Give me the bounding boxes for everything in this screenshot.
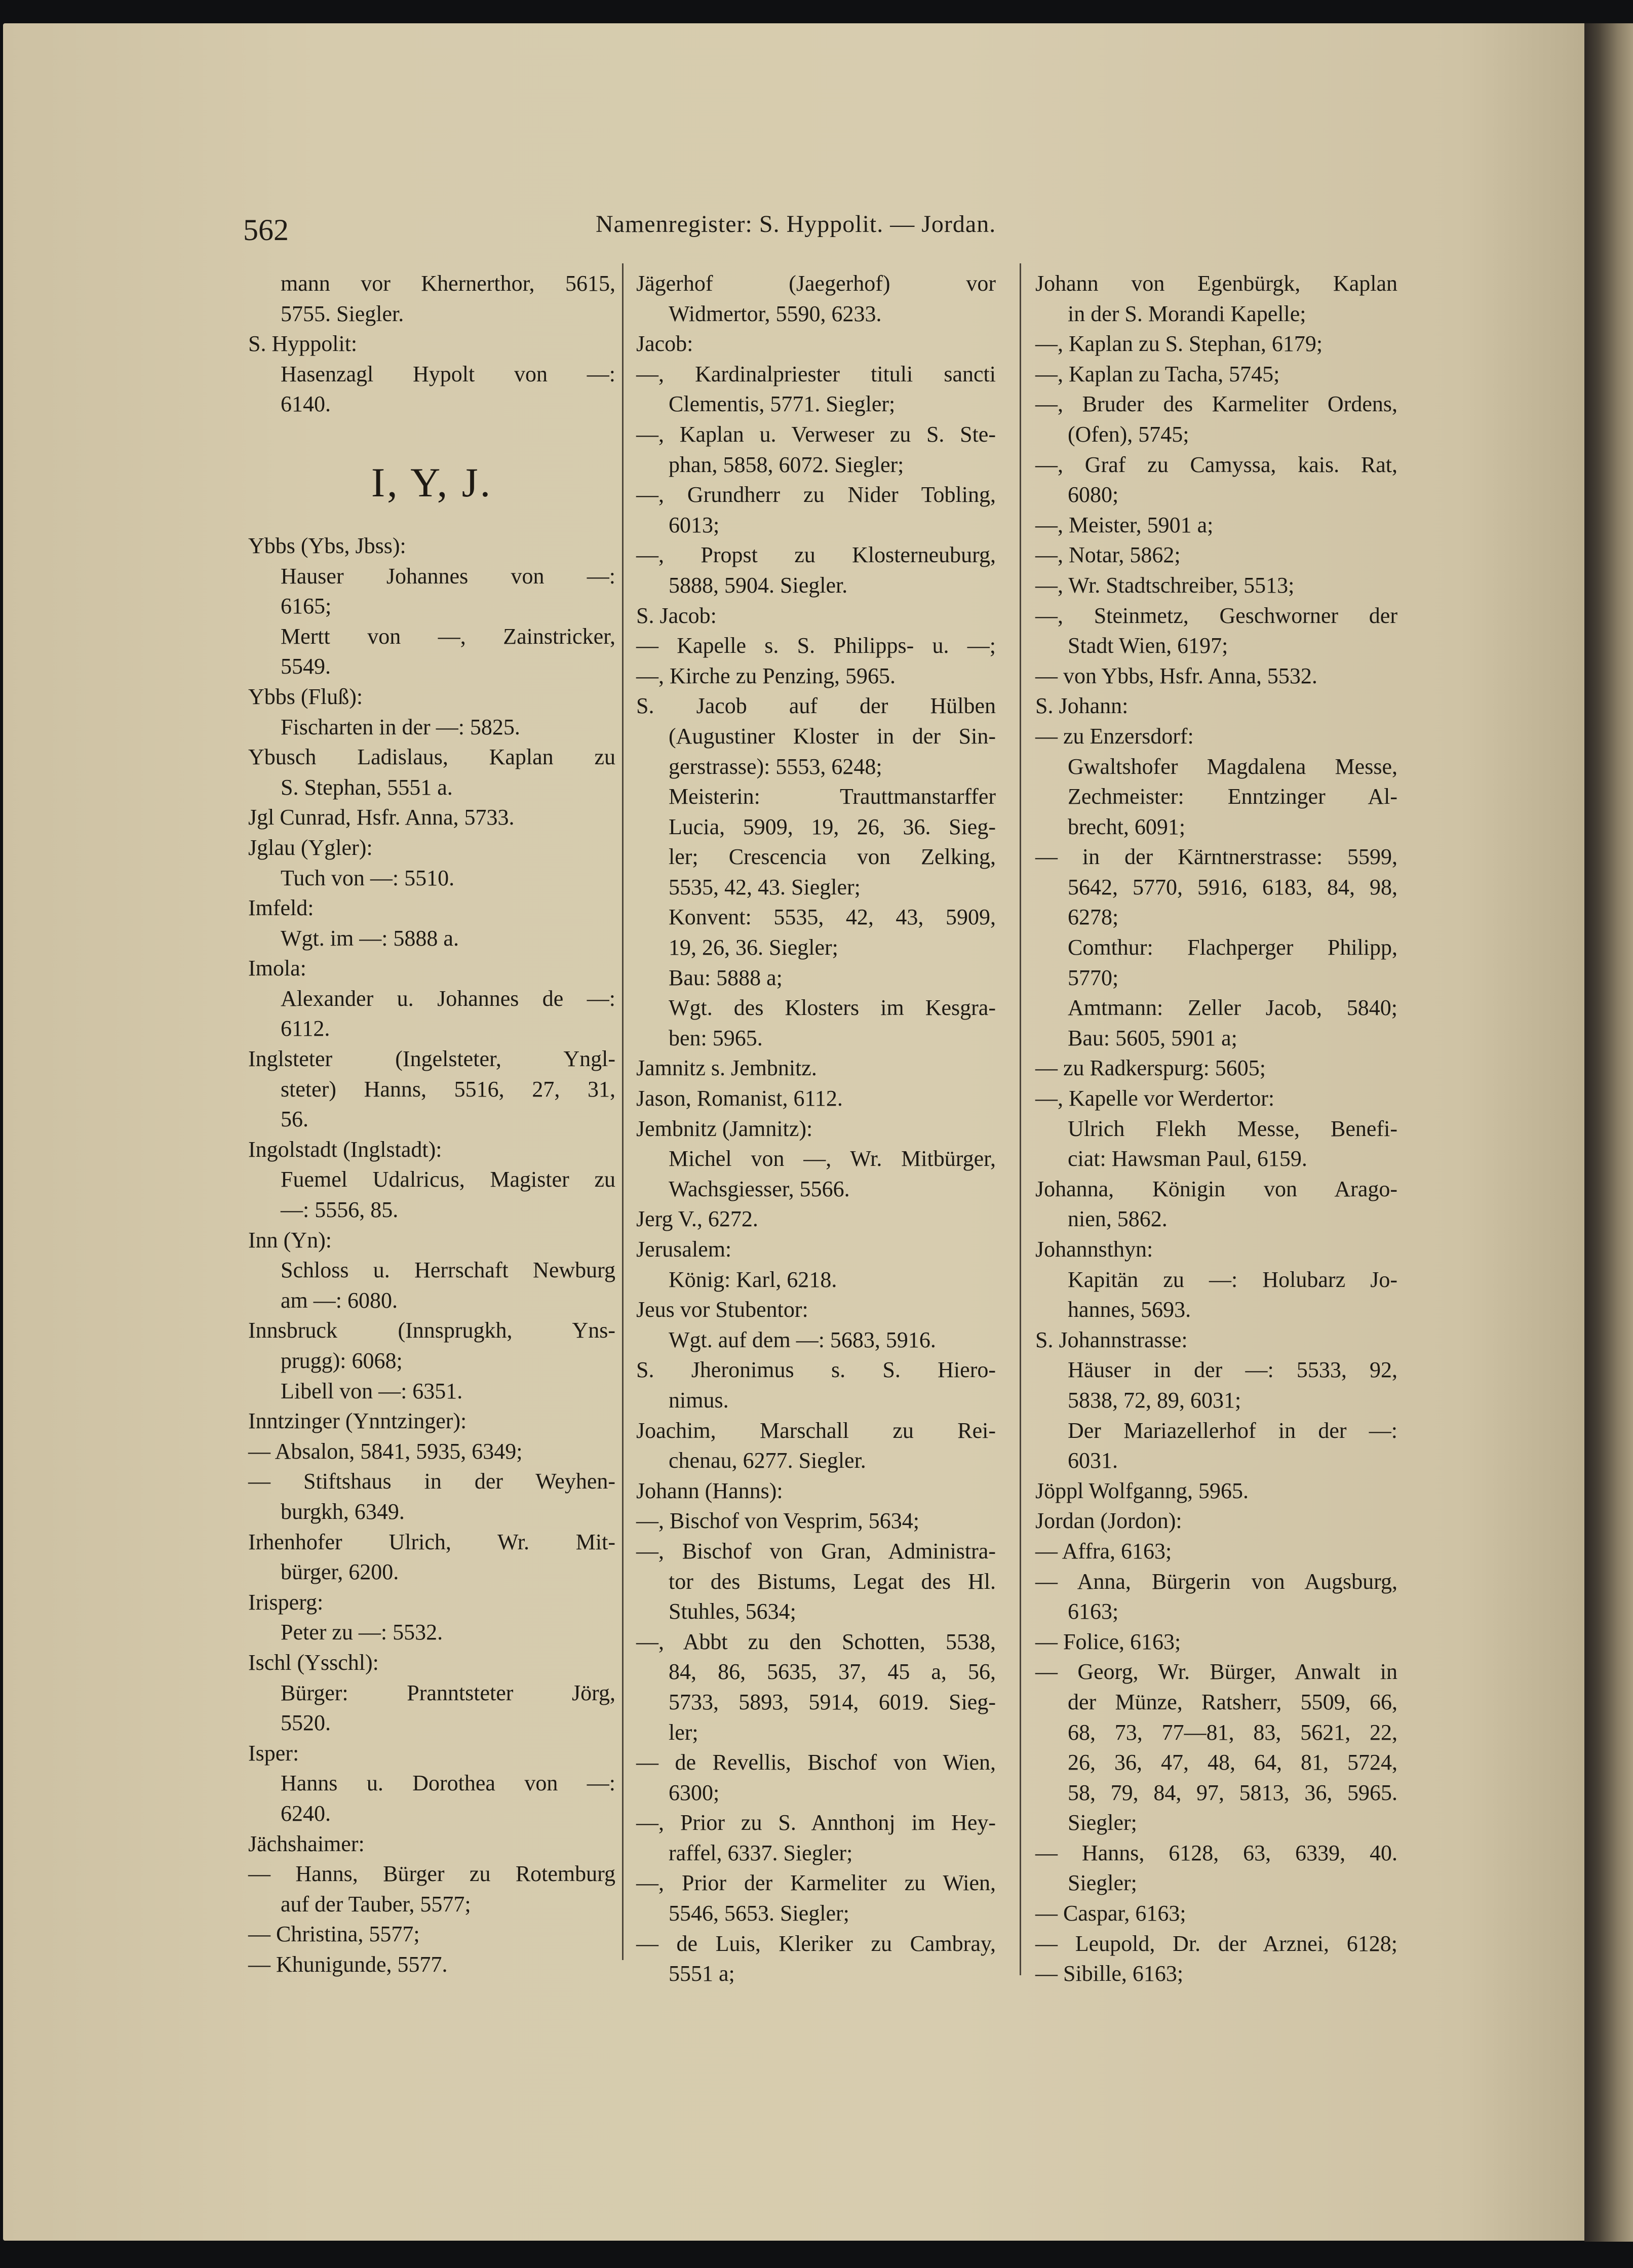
index-line: 5535, 42, 43. Siegler; bbox=[669, 874, 861, 900]
index-line: am —: 6080. bbox=[281, 1287, 398, 1313]
index-line: S. Jacob auf der Hülben bbox=[636, 693, 996, 719]
index-line: Alexander u. Johannes de —: bbox=[281, 986, 615, 1011]
index-line: 5546, 5653. Siegler; bbox=[669, 1901, 849, 1926]
index-line: Mertt von —, Zainstricker, bbox=[281, 623, 615, 649]
index-line: Jamnitz s. Jembnitz. bbox=[636, 1055, 817, 1081]
index-line: Jerg V., 6272. bbox=[636, 1206, 758, 1232]
section-heading: I, Y, J. bbox=[371, 459, 493, 505]
index-line: Lucia, 5909, 19, 26, 36. Sieg- bbox=[669, 814, 996, 839]
index-line: 84, 86, 5635, 37, 45 a, 56, bbox=[669, 1659, 996, 1685]
index-line: der Münze, Ratsherr, 5509, 66, bbox=[1068, 1689, 1397, 1714]
index-line: Wachsgiesser, 5566. bbox=[669, 1176, 850, 1201]
index-line: —, Kaplan u. Verweser zu S. Ste- bbox=[636, 421, 996, 447]
index-line: Hanns u. Dorothea von —: bbox=[281, 1771, 615, 1796]
index-line: Jglau (Ygler): bbox=[248, 835, 373, 860]
running-head: Namenregister: S. Hyppolit. — Jordan. bbox=[596, 211, 996, 238]
index-line: 5520. bbox=[281, 1710, 331, 1736]
index-line: —, Notar, 5862; bbox=[1035, 542, 1181, 568]
index-line: nimus. bbox=[669, 1387, 729, 1413]
index-line: raffel, 6337. Siegler; bbox=[669, 1840, 853, 1865]
index-line: —, Kapelle vor Werdertor: bbox=[1035, 1086, 1275, 1111]
index-line: — Leupold, Dr. der Arznei, 6128; bbox=[1035, 1931, 1397, 1956]
index-line: Ybbs (Ybs, Jbss): bbox=[248, 533, 406, 558]
index-line: burgkh, 6349. bbox=[281, 1499, 405, 1524]
index-line: Jacob: bbox=[636, 331, 693, 357]
index-line: — zu Enzersdorf: bbox=[1035, 723, 1194, 749]
index-line: Fuemel Udalricus, Magister zu bbox=[281, 1167, 615, 1192]
index-line: Bau: 5605, 5901 a; bbox=[1068, 1025, 1237, 1050]
index-line: Kapitän zu —: Holubarz Jo- bbox=[1068, 1267, 1397, 1292]
index-line: 5838, 72, 89, 6031; bbox=[1068, 1387, 1241, 1413]
index-line: Widmertor, 5590, 6233. bbox=[669, 301, 882, 326]
column-1-top-entries bbox=[248, 268, 615, 419]
index-line: Schloss u. Herrschaft Newburg bbox=[281, 1258, 615, 1283]
index-line: bürger, 6200. bbox=[281, 1559, 399, 1585]
index-line: 5755. Siegler. bbox=[281, 301, 404, 326]
column-rule-right bbox=[1020, 263, 1021, 1975]
index-line: —, Kaplan zu Tacha, 5745; bbox=[1035, 361, 1280, 386]
index-line: Hauser Johannes von —: bbox=[281, 563, 615, 589]
index-line: S. Johann: bbox=[1035, 693, 1129, 719]
index-line: 19, 26, 36. Siegler; bbox=[669, 935, 838, 960]
index-line: — de Revellis, Bischof von Wien, bbox=[636, 1750, 996, 1775]
index-line: Tuch von —: 5510. bbox=[281, 865, 455, 890]
index-line: 6278; bbox=[1068, 905, 1119, 930]
index-line: Jembnitz (Jamnitz): bbox=[636, 1116, 813, 1141]
index-line: —, Bruder des Karmeliter Ordens, bbox=[1035, 392, 1397, 417]
index-line: Jordan (Jordon): bbox=[1035, 1508, 1182, 1534]
index-line: 6165; bbox=[281, 594, 332, 619]
index-line: in der S. Morandi Kapelle; bbox=[1068, 301, 1306, 326]
index-line: S. Jacob: bbox=[636, 603, 717, 628]
index-line: 26, 36, 47, 48, 64, 81, 5724, bbox=[1068, 1750, 1397, 1775]
index-line: Stuhles, 5634; bbox=[669, 1599, 796, 1624]
index-line: Jeus vor Stubentor: bbox=[636, 1297, 808, 1322]
index-line: 5642, 5770, 5916, 6183, 84, 98, bbox=[1068, 874, 1397, 900]
index-line: Fischarten in der —: 5825. bbox=[281, 714, 520, 739]
index-line: Imola: bbox=[248, 956, 306, 981]
index-line: Comthur: Flachperger Philipp, bbox=[1068, 935, 1397, 960]
index-line: S. Johannstrasse: bbox=[1035, 1327, 1188, 1352]
index-line: Inglsteter (Ingelsteter, Yngl- bbox=[248, 1046, 615, 1072]
index-line: Johanna, Königin von Arago- bbox=[1035, 1176, 1397, 1201]
index-line: prugg): 6068; bbox=[281, 1348, 403, 1373]
column-2-entries bbox=[636, 268, 996, 1989]
index-line: Bürger: Pranntsteter Jörg, bbox=[281, 1680, 615, 1705]
index-line: Häuser in der —: 5533, 92, bbox=[1068, 1357, 1397, 1383]
index-line: Irisperg: bbox=[248, 1589, 324, 1615]
index-line: 56. bbox=[281, 1107, 308, 1132]
index-line: —, Prior der Karmeliter zu Wien, bbox=[636, 1870, 996, 1896]
index-line: S. Stephan, 5551 a. bbox=[281, 774, 453, 800]
index-line: Bau: 5888 a; bbox=[669, 965, 783, 990]
index-line: — zu Radkerspurg: 5605; bbox=[1035, 1055, 1266, 1081]
index-line: auf der Tauber, 5577; bbox=[281, 1891, 471, 1917]
index-line: Konvent: 5535, 42, 43, 5909, bbox=[669, 905, 996, 930]
index-line: Johann von Egenbürgk, Kaplan bbox=[1035, 271, 1397, 296]
index-line: — Anna, Bürgerin von Augsburg, bbox=[1035, 1569, 1397, 1594]
index-line: 5733, 5893, 5914, 6019. Sieg- bbox=[669, 1689, 996, 1714]
index-column-1 bbox=[248, 268, 615, 1979]
index-line: Gwaltshofer Magdalena Messe, bbox=[1068, 754, 1397, 779]
column-1-entries bbox=[248, 531, 615, 1980]
index-line: — Georg, Wr. Bürger, Anwalt in bbox=[1035, 1659, 1397, 1685]
index-line: steter) Hanns, 5516, 27, 31, bbox=[281, 1076, 615, 1102]
index-line: Ybusch Ladislaus, Kaplan zu bbox=[248, 745, 615, 770]
index-line: Jöppl Wolfganng, 5965. bbox=[1035, 1478, 1249, 1503]
index-line: Ingolstadt (Inglstadt): bbox=[248, 1137, 442, 1162]
index-line: —, Abbt zu den Schotten, 5538, bbox=[636, 1629, 996, 1654]
index-line: Peter zu —: 5532. bbox=[281, 1620, 443, 1645]
index-line: Hasenzagl Hypolt von —: bbox=[281, 361, 615, 386]
index-line: 68, 73, 77—81, 83, 5621, 22, bbox=[1068, 1719, 1397, 1745]
index-line: Meisterin: Trauttmanstarffer bbox=[669, 784, 996, 809]
column-rule-left bbox=[622, 263, 624, 1960]
index-column-2 bbox=[636, 268, 996, 1989]
index-line: 5551 a; bbox=[669, 1961, 735, 1986]
index-line: König: Karl, 6218. bbox=[669, 1267, 837, 1292]
index-line: S. Jheronimus s. S. Hiero- bbox=[636, 1357, 996, 1383]
index-line: Johann (Hanns): bbox=[636, 1478, 783, 1503]
index-line: — Stiftshaus in der Weyhen- bbox=[248, 1469, 615, 1494]
index-line: 5770; bbox=[1068, 965, 1119, 990]
index-line: —, Bischof von Vesprim, 5634; bbox=[636, 1508, 919, 1534]
index-line: Joachim, Marschall zu Rei- bbox=[636, 1418, 996, 1443]
index-line: 6031. bbox=[1068, 1448, 1118, 1473]
index-line: (Ofen), 5745; bbox=[1068, 421, 1189, 447]
index-line: —, Propst zu Klosterneuburg, bbox=[636, 542, 996, 568]
index-line: Siegler; bbox=[1068, 1810, 1137, 1835]
index-line: Inntzinger (Ynntzinger): bbox=[248, 1409, 467, 1434]
index-line: 5549. bbox=[281, 654, 331, 679]
index-line: 6013; bbox=[669, 512, 720, 537]
index-line: Ybbs (Fluß): bbox=[248, 684, 363, 709]
index-line: —, Graf zu Camyssa, kais. Rat, bbox=[1035, 452, 1397, 477]
index-line: — Absalon, 5841, 5935, 6349; bbox=[248, 1438, 523, 1464]
index-line: — Sibille, 6163; bbox=[1035, 1961, 1184, 1986]
index-line: 6140. bbox=[281, 392, 331, 417]
index-line: —, Kardinalpriester tituli sancti bbox=[636, 361, 996, 386]
index-line: — Affra, 6163; bbox=[1035, 1538, 1172, 1563]
index-line: (Augustiner Kloster in der Sin- bbox=[669, 723, 996, 749]
index-line: —, Kirche zu Penzing, 5965. bbox=[636, 663, 896, 688]
index-line: Zechmeister: Enntzinger Al- bbox=[1068, 784, 1397, 809]
index-line: Stadt Wien, 6197; bbox=[1068, 633, 1228, 658]
index-line: chenau, 6277. Siegler. bbox=[669, 1448, 866, 1473]
index-line: 6080; bbox=[1068, 482, 1119, 507]
index-line: —, Kaplan zu S. Stephan, 6179; bbox=[1035, 331, 1323, 357]
index-line: — Christina, 5577; bbox=[248, 1922, 420, 1947]
index-line: — Hanns, Bürger zu Rotemburg bbox=[248, 1861, 615, 1887]
index-line: Libell von —: 6351. bbox=[281, 1378, 463, 1403]
index-line: Michel von —, Wr. Mitbürger, bbox=[669, 1146, 996, 1171]
index-line: — Hanns, 6128, 63, 6339, 40. bbox=[1035, 1840, 1397, 1865]
index-line: —, Grundherr zu Nider Tobling, bbox=[636, 482, 996, 507]
index-line: Irhenhofer Ulrich, Wr. Mit- bbox=[248, 1529, 615, 1554]
index-column-3 bbox=[1035, 268, 1397, 1989]
index-line: — in der Kärntnerstrasse: 5599, bbox=[1035, 844, 1397, 870]
index-line: Clementis, 5771. Siegler; bbox=[669, 392, 896, 417]
index-line: 6163; bbox=[1068, 1599, 1119, 1624]
index-line: — de Luis, Kleriker zu Cambray, bbox=[636, 1931, 996, 1956]
index-line: Johannsthyn: bbox=[1035, 1237, 1153, 1262]
index-line: Jason, Romanist, 6112. bbox=[636, 1086, 843, 1111]
page-number: 562 bbox=[243, 213, 289, 247]
index-line: — Kapelle s. S. Philipps- u. —; bbox=[636, 633, 996, 658]
page-fold-edge bbox=[1584, 23, 1633, 2242]
index-line: — Caspar, 6163; bbox=[1035, 1901, 1186, 1926]
index-line: — von Ybbs, Hsfr. Anna, 5532. bbox=[1035, 663, 1317, 688]
index-line: Der Mariazellerhof in der —: bbox=[1068, 1418, 1397, 1443]
index-line: — Folice, 6163; bbox=[1035, 1629, 1181, 1654]
index-line: gerstrasse): 5553, 6248; bbox=[669, 754, 882, 779]
index-line: ben: 5965. bbox=[669, 1025, 763, 1050]
index-line: nien, 5862. bbox=[1068, 1206, 1168, 1232]
index-line: Innsbruck (Innsprugkh, Yns- bbox=[248, 1318, 615, 1343]
index-line: Jächshaimer: bbox=[248, 1831, 365, 1856]
index-line: brecht, 6091; bbox=[1068, 814, 1186, 839]
index-line: Inn (Yn): bbox=[248, 1227, 332, 1253]
index-line: 58, 79, 84, 97, 5813, 36, 5965. bbox=[1068, 1780, 1397, 1805]
index-line: Wgt. im —: 5888 a. bbox=[281, 925, 459, 951]
index-line: Jerusalem: bbox=[636, 1237, 732, 1262]
index-line: Imfeld: bbox=[248, 895, 314, 921]
index-line: — Khunigunde, 5577. bbox=[248, 1951, 448, 1977]
index-line: Wgt. auf dem —: 5683, 5916. bbox=[669, 1327, 936, 1352]
index-line: Isper: bbox=[248, 1740, 299, 1766]
index-line: Jägerhof (Jaegerhof) vor bbox=[636, 271, 996, 296]
index-line: Amtmann: Zeller Jacob, 5840; bbox=[1068, 995, 1397, 1021]
index-line: hannes, 5693. bbox=[1068, 1297, 1191, 1322]
index-line: —, Bischof von Gran, Administra- bbox=[636, 1538, 996, 1563]
index-line: —, Steinmetz, Geschworner der bbox=[1035, 603, 1397, 628]
index-line: —, Prior zu S. Annthonj im Hey- bbox=[636, 1810, 996, 1835]
index-line: tor des Bistums, Legat des Hl. bbox=[669, 1569, 996, 1594]
index-line: ciat: Hawsman Paul, 6159. bbox=[1068, 1146, 1307, 1171]
index-line: Jgl Cunrad, Hsfr. Anna, 5733. bbox=[248, 805, 515, 830]
index-line: —: 5556, 85. bbox=[281, 1197, 399, 1223]
index-line: 5888, 5904. Siegler. bbox=[669, 572, 848, 598]
index-line: Ulrich Flekh Messe, Benefi- bbox=[1068, 1116, 1397, 1141]
index-line: phan, 5858, 6072. Siegler; bbox=[669, 452, 904, 477]
index-line: 6240. bbox=[281, 1801, 331, 1826]
index-line: ler; Crescencia von Zelking, bbox=[669, 844, 996, 870]
index-line: mann vor Khernerthor, 5615, bbox=[281, 271, 615, 296]
index-line: Ischl (Ysschl): bbox=[248, 1650, 379, 1675]
index-line: Wgt. des Klosters im Kesgra- bbox=[669, 995, 996, 1021]
index-line: 6300; bbox=[669, 1780, 720, 1805]
index-line: S. Hyppolit: bbox=[248, 331, 358, 357]
index-line: ler; bbox=[669, 1719, 698, 1745]
index-line: Siegler; bbox=[1068, 1870, 1137, 1896]
index-line: 6112. bbox=[281, 1016, 330, 1041]
index-line: —, Wr. Stadtschreiber, 5513; bbox=[1035, 572, 1295, 598]
column-3-entries bbox=[1035, 268, 1397, 1989]
index-line: —, Meister, 5901 a; bbox=[1035, 512, 1214, 537]
